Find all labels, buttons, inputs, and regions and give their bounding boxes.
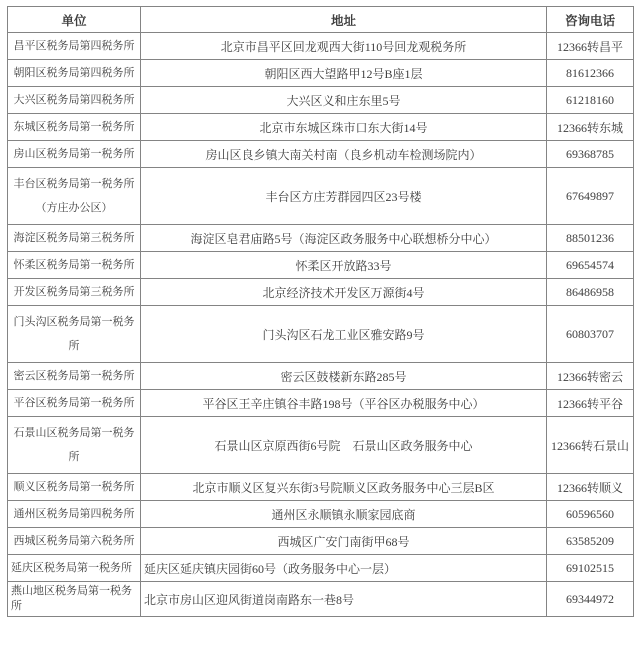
phone-cell: 61218160 (547, 87, 634, 114)
phone-cell: 12366转石景山 (547, 417, 634, 474)
phone-cell: 60803707 (547, 306, 634, 363)
address-cell: 房山区良乡镇大南关村南（良乡机动车检测场院内） (141, 141, 547, 168)
table-row (8, 114, 634, 141)
phone-cell: 12366转密云 (547, 363, 634, 390)
unit-cell: 东城区税务局第一税务所 (8, 114, 141, 141)
unit-cell: 海淀区税务局第三税务所 (8, 225, 141, 252)
address-cell: 北京经济技术开发区万源街4号 (141, 279, 547, 306)
unit-cell: 开发区税务局第三税务所 (8, 279, 141, 306)
phone-cell: 69368785 (547, 141, 634, 168)
address-cell: 门头沟区石龙工业区雅安路9号 (141, 306, 547, 363)
phone-cell: 69654574 (547, 252, 634, 279)
unit-cell: 延庆区税务局第一税务所 (8, 555, 141, 582)
phone-cell: 12366转昌平 (547, 33, 634, 60)
table-row (8, 33, 634, 60)
address-cell: 北京市房山区迎风街道岗南路东一巷8号 (141, 582, 547, 617)
address-cell: 西城区广安门南街甲68号 (141, 528, 547, 555)
table-row (8, 363, 634, 390)
address-cell: 通州区永顺镇永顺家园底商 (141, 501, 547, 528)
table-row (8, 168, 634, 225)
unit-cell: 朝阳区税务局第四税务所 (8, 60, 141, 87)
phone-cell: 12366转顺义 (547, 474, 634, 501)
column-header-phone: 咨询电话 (547, 7, 634, 33)
unit-line1: 丰台区税务局第一税务所 (13, 178, 135, 190)
address-cell: 北京市顺义区复兴东街3号院顺义区政务服务中心三层B区 (141, 474, 547, 501)
header-row (8, 7, 634, 33)
address-cell: 北京市昌平区回龙观西大街110号回龙观税务所 (141, 33, 547, 60)
table-row (8, 528, 634, 555)
table-row (8, 555, 634, 582)
phone-cell: 12366转平谷 (547, 390, 634, 417)
table-row (8, 141, 634, 168)
phone-cell: 69102515 (547, 555, 634, 582)
column-header-address: 地址 (141, 7, 547, 33)
address-cell: 怀柔区开放路33号 (141, 252, 547, 279)
phone-cell: 81612366 (547, 60, 634, 87)
address-cell: 丰台区方庄芳群园四区23号楼 (141, 168, 547, 225)
address-cell: 石景山区京原西街6号院 石景山区政务服务中心 (141, 417, 547, 474)
phone-cell: 88501236 (547, 225, 634, 252)
address-cell: 大兴区义和庄东里5号 (141, 87, 547, 114)
table-row (8, 582, 634, 617)
address-cell: 延庆区延庆镇庆园街60号（政务服务中心一层） (141, 555, 547, 582)
address-cell: 平谷区王辛庄镇谷丰路198号（平谷区办税服务中心） (141, 390, 547, 417)
phone-cell: 60596560 (547, 501, 634, 528)
unit-cell: 大兴区税务局第四税务所 (8, 87, 141, 114)
unit-cell: 怀柔区税务局第一税务所 (8, 252, 141, 279)
unit-cell: 昌平区税务局第四税务所 (8, 33, 141, 60)
table-row (8, 417, 634, 474)
unit-cell (8, 168, 141, 225)
address-cell: 朝阳区西大望路甲12号B座1层 (141, 60, 547, 87)
phone-cell: 67649897 (547, 168, 634, 225)
address-cell: 密云区鼓楼新东路285号 (141, 363, 547, 390)
table-row (8, 390, 634, 417)
unit-cell: 石景山区税务局第一税务所 (8, 417, 141, 474)
unit-cell: 通州区税务局第四税务所 (8, 501, 141, 528)
table-row (8, 306, 634, 363)
table-row (8, 252, 634, 279)
table-row (8, 225, 634, 252)
table-row (8, 501, 634, 528)
unit-cell: 门头沟区税务局第一税务所 (8, 306, 141, 363)
address-cell: 北京市东城区珠市口东大街14号 (141, 114, 547, 141)
unit-cell: 密云区税务局第一税务所 (8, 363, 141, 390)
column-header-unit: 单位 (8, 7, 141, 33)
phone-cell: 12366转东城 (547, 114, 634, 141)
phone-cell: 63585209 (547, 528, 634, 555)
unit-cell: 燕山地区税务局第一税务所 (8, 582, 141, 617)
tax-office-table (7, 6, 634, 617)
table-row (8, 60, 634, 87)
unit-cell: 房山区税务局第一税务所 (8, 141, 141, 168)
phone-cell: 69344972 (547, 582, 634, 617)
unit-cell: 顺义区税务局第一税务所 (8, 474, 141, 501)
table-row (8, 474, 634, 501)
table-row (8, 279, 634, 306)
unit-cell: 西城区税务局第六税务所 (8, 528, 141, 555)
table-row (8, 87, 634, 114)
phone-cell: 86486958 (547, 279, 634, 306)
unit-line2: （方庄办公区） (35, 202, 113, 214)
address-cell: 海淀区皂君庙路5号（海淀区政务服务中心联想桥分中心） (141, 225, 547, 252)
unit-cell: 平谷区税务局第一税务所 (8, 390, 141, 417)
